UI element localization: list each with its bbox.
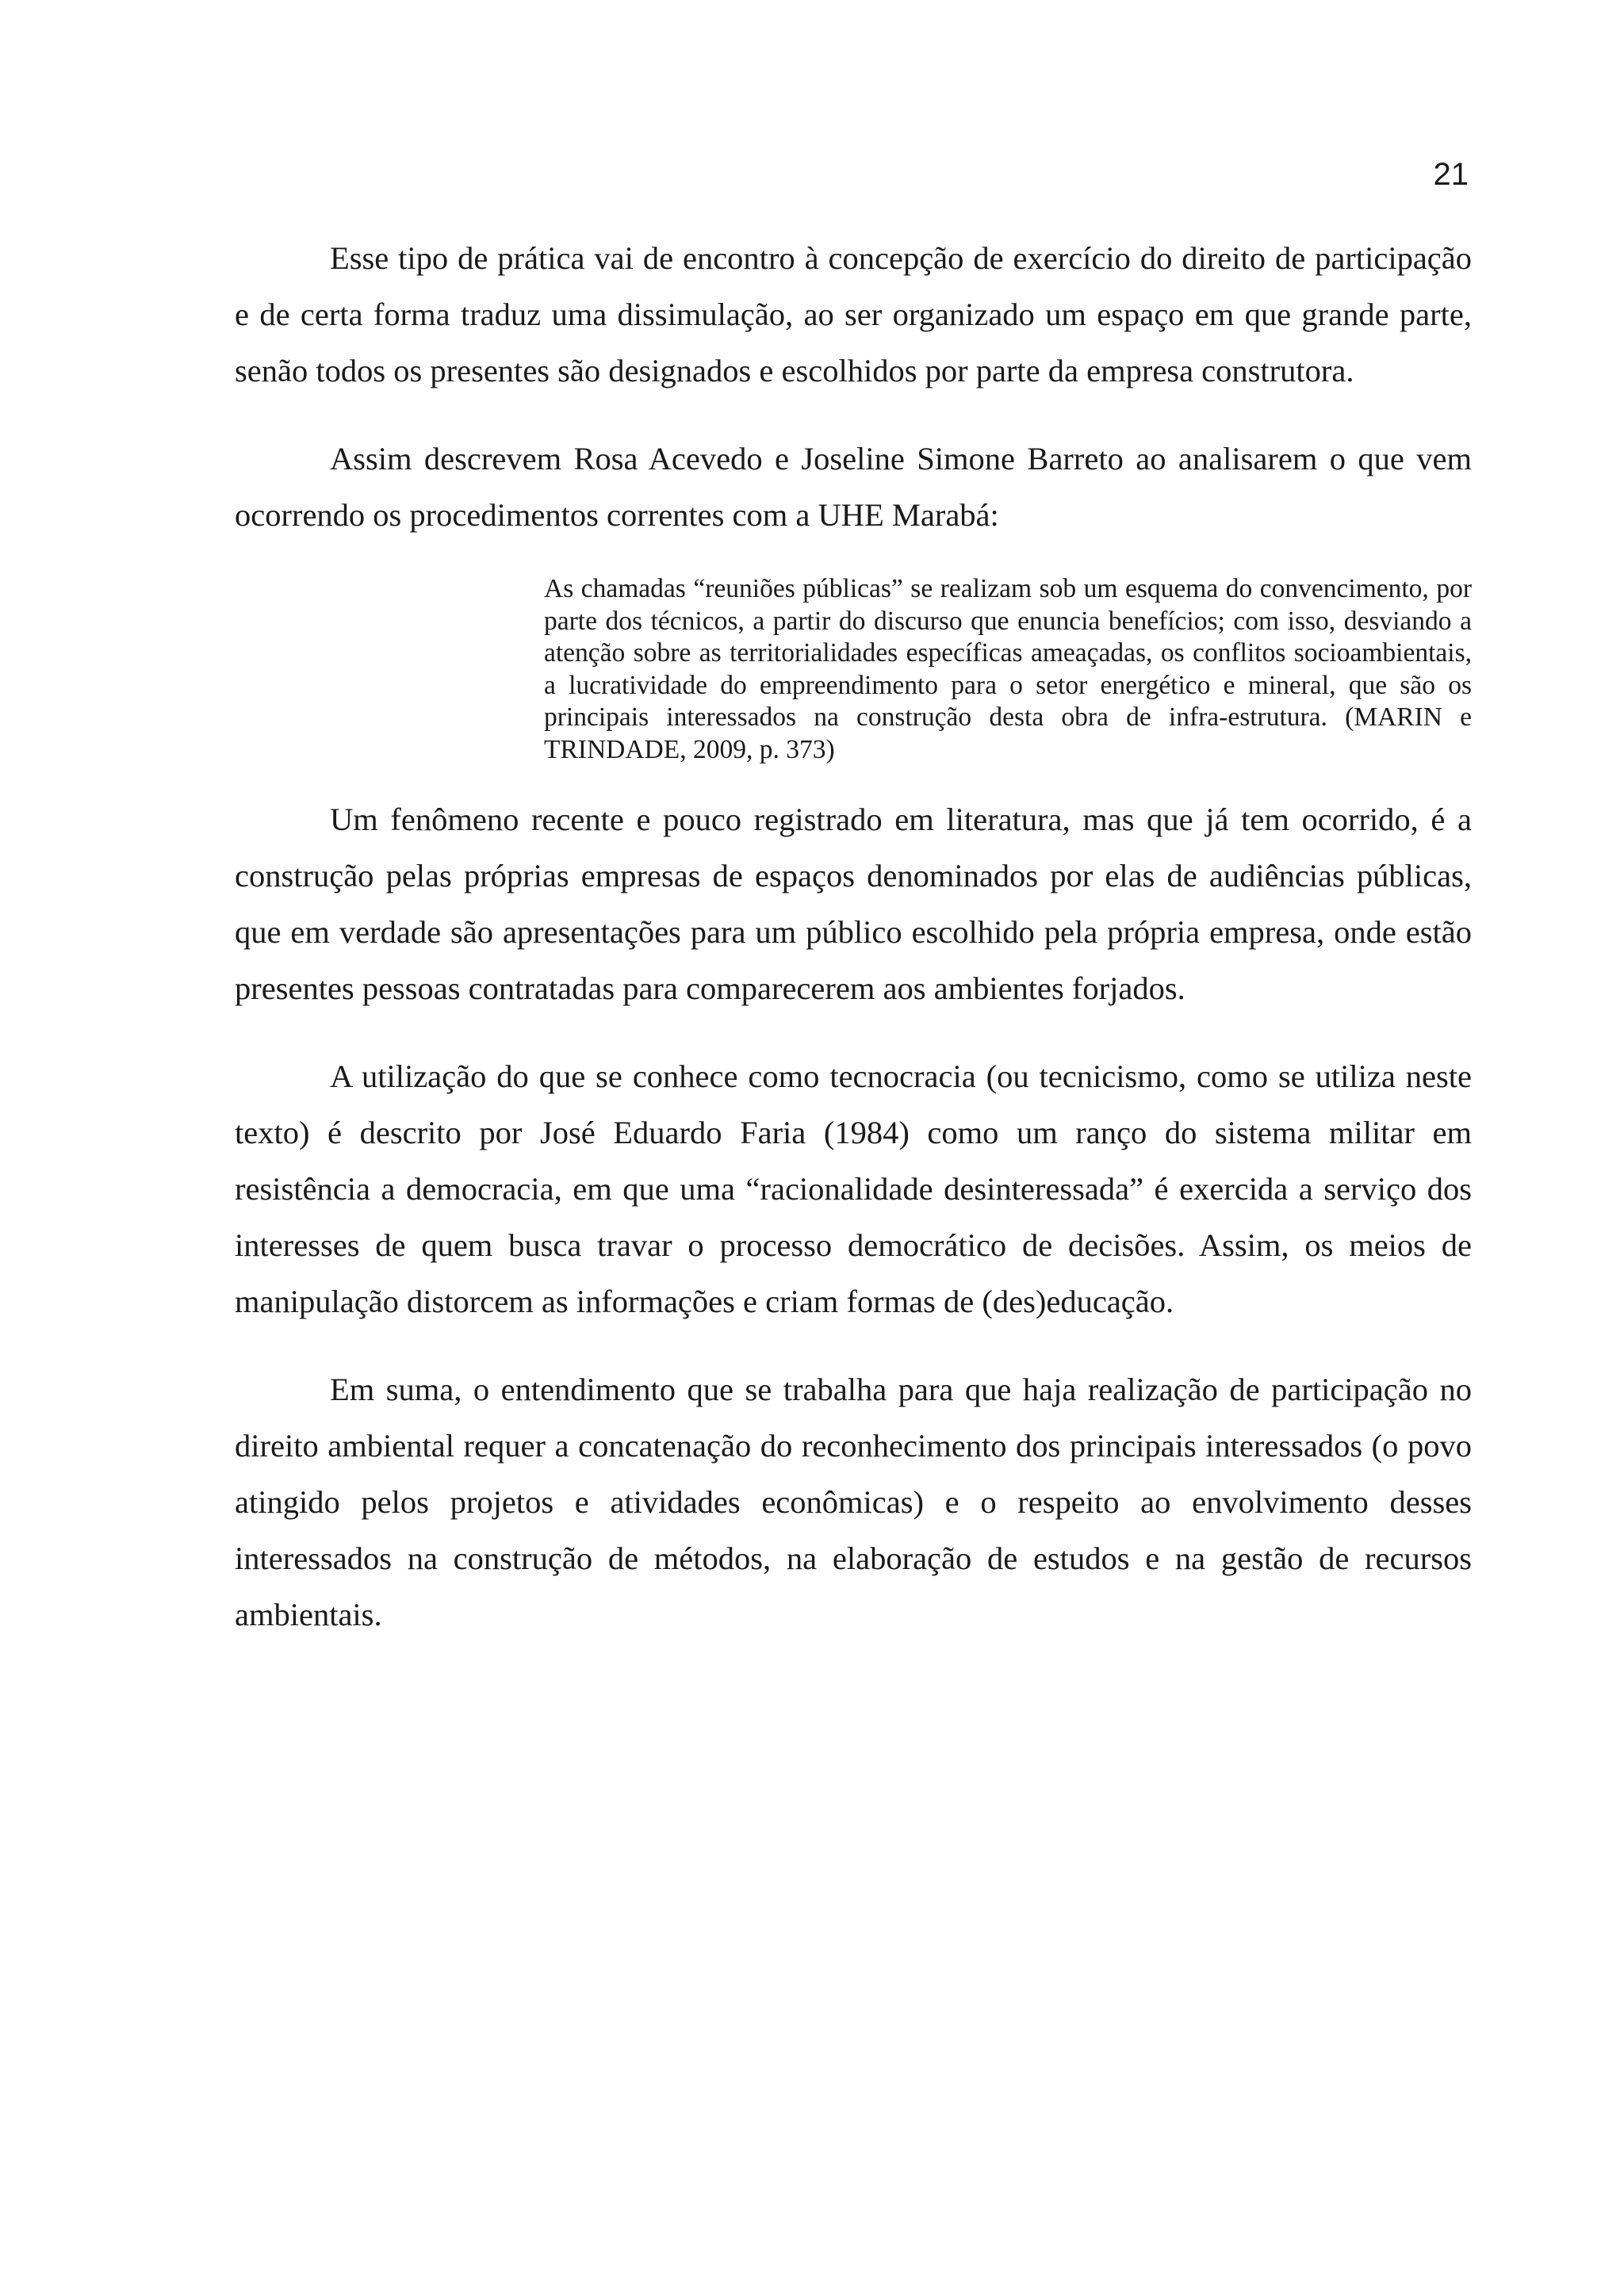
- paragraph-3: Um fenômeno recente e pouco registrado em literatura, mas que já tem ocorrido, é a construção pelas próprias empresas de espaços denominados por elas de audiências públicas, que em verdade são apresentações para um público escolhido pela própria empresa, onde estão presentes pessoas contratadas para comparecerem aos ambientes forjados.: [235, 802, 1472, 1006]
- paragraph-1: Esse tipo de prática vai de encontro à concepção de exercício do direito de participação e de certa forma traduz uma dissimulação, ao ser organizado um espaço em que grande parte, senão todos os presentes são designados e escolhidos por parte da empresa construtora.: [235, 240, 1472, 388]
- paragraph-2: Assim descrevem Rosa Acevedo e Joseline Simone Barreto ao analisarem o que vem ocorrendo os procedimentos correntes com a UHE Marabá:: [235, 441, 1472, 533]
- paragraph-5: Em suma, o entendimento que se trabalha para que haja realização de participação no direito ambiental requer a concatenação do reconhecimento dos principais interessados (o povo atingido pelos projetos e atividades econômicas) e o respeito ao envolvimento desses interessados na construção de métodos, na elaboração de estudos e na gestão de recursos ambientais.: [235, 1372, 1472, 1632]
- paragraph-4: A utilização do que se conhece como tecnocracia (ou tecnicismo, como se utiliza neste texto) é descrito por José Eduardo Faria (1984) como um ranço do sistema militar em resistência a democracia, em que uma “racionalidade desinteressada” é exercida a serviço dos interesses de quem busca travar o processo democrático de decisões. Assim, os meios de manipulação distorcem as informações e criam formas de (des)educação.: [235, 1058, 1472, 1319]
- block-quote: As chamadas “reuniões públicas” se realizam sob um esquema do convencimento, por parte dos técnicos, a partir do discurso que enuncia benefícios; com isso, desviando a atenção sobre as territorialidades específicas ameaçadas, os conflitos socioambientais, a lucratividade do empreendimento para o setor energético e mineral, que são os principais interessados na construção desta obra de infra-estrutura. (MARIN e TRINDADE, 2009, p. 373): [544, 574, 1472, 764]
- document-body: [235, 230, 1472, 1643]
- page-number: 21: [1433, 157, 1469, 192]
